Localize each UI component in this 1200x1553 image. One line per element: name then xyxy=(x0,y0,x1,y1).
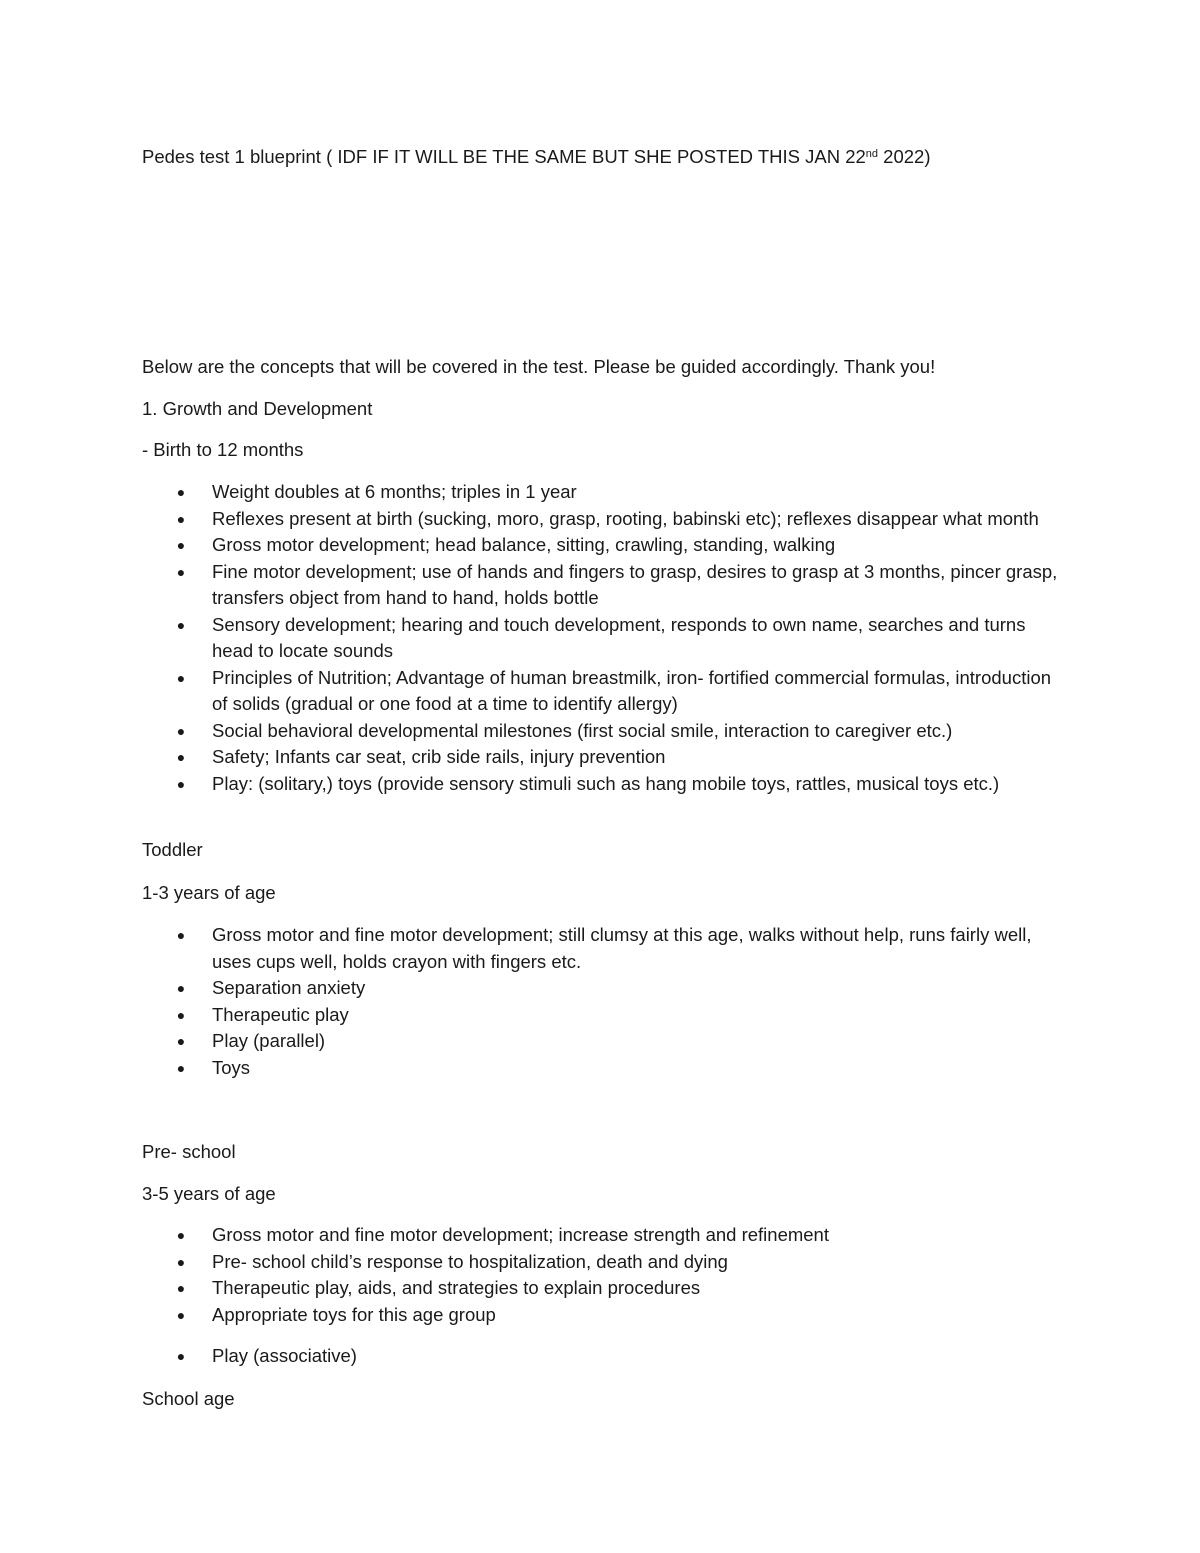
bullet-icon: ● xyxy=(176,484,186,500)
list-item xyxy=(0,1249,1200,1276)
bullet-icon: ● xyxy=(176,1306,186,1323)
list-item-text: Weight doubles at 6 months; triples in 1 year xyxy=(212,481,577,502)
title-year: 2022) xyxy=(878,146,931,167)
infant-list xyxy=(0,479,1200,797)
list-item-text: Toys xyxy=(212,1056,251,1078)
list-item xyxy=(0,975,1200,1002)
toddler-heading: Toddler xyxy=(142,839,203,860)
list-item xyxy=(0,1002,1200,1029)
bullet-icon: ● xyxy=(176,775,186,792)
document-title xyxy=(142,144,931,170)
bullet-icon: ● xyxy=(176,537,186,553)
list-item xyxy=(0,1302,1200,1329)
bullet-icon: ● xyxy=(176,1280,186,1296)
list-item-text: Play (parallel) xyxy=(212,1030,326,1051)
list-item xyxy=(0,665,1200,718)
list-item-text: Reflexes present at birth (sucking, moro, grasp, rooting, babinski etc); reflexes disappear what month xyxy=(212,507,1039,529)
list-item-text: Therapeutic play xyxy=(212,1003,349,1025)
bullet-icon: ● xyxy=(176,510,186,527)
title-superscript: nd xyxy=(865,148,879,160)
intro-paragraph: Below are the concepts that will be covered in the test. Please be guided accordingly. Thank you! xyxy=(142,356,936,377)
bullet-icon: ● xyxy=(176,616,186,633)
bullet-icon: ● xyxy=(176,1253,186,1270)
title-text: Pedes test 1 blueprint ( IDF IF IT WILL BE THE SAME BUT SHE POSTED THIS JAN 22 xyxy=(142,146,866,167)
list-item-text: Safety; Infants car seat, crib side rails, injury prevention xyxy=(212,746,666,767)
bullet-icon: ● xyxy=(176,722,186,739)
toddler-list xyxy=(0,922,1200,1081)
list-item-text: Play (associative) xyxy=(212,1345,357,1366)
list-item xyxy=(0,506,1200,533)
bullet-icon: ● xyxy=(176,1033,186,1049)
section-heading-growth: 1. Growth and Development xyxy=(142,398,373,419)
bullet-icon: ● xyxy=(176,927,186,943)
list-item-text: Fine motor development; use of hands and fingers to grasp, desires to grasp at 3 months, pincer grasp, transfers object from hand to hand, holds bottle xyxy=(212,560,1058,608)
list-item xyxy=(0,1343,1200,1370)
bullet-icon: ● xyxy=(176,1348,186,1364)
list-item xyxy=(0,744,1200,771)
list-item-text: Pre- school child’s response to hospitalization, death and dying xyxy=(212,1250,728,1272)
bullet-icon: ● xyxy=(176,1227,186,1243)
preschool-age-range: 3-5 years of age xyxy=(142,1183,276,1204)
schoolage-heading: School age xyxy=(142,1388,235,1409)
list-item-text: Gross motor and fine motor development; still clumsy at this age, walks without help, runs fairly well, uses cups well, holds crayon with fingers etc. xyxy=(212,924,1032,972)
bullet-icon: ● xyxy=(176,563,186,580)
toddler-age-range: 1-3 years of age xyxy=(142,882,276,903)
bullet-icon: ● xyxy=(176,749,186,765)
list-item xyxy=(0,1028,1200,1055)
preschool-heading: Pre- school xyxy=(142,1141,236,1162)
bullet-icon: ● xyxy=(176,669,186,686)
list-item xyxy=(0,479,1200,506)
list-item xyxy=(0,771,1200,798)
list-item-text: Play: (solitary,) toys (provide sensory stimuli such as hang mobile toys, rattles, musical toys etc.) xyxy=(212,772,1000,794)
list-item-text: Social behavioral developmental milestones (first social smile, interaction to caregiver etc.) xyxy=(212,719,953,741)
list-item-text: Principles of Nutrition; Advantage of human breastmilk, iron- fortified commercial formulas, introduction of solids (gradual or one food at a time to identify allergy) xyxy=(212,666,1052,714)
list-item xyxy=(0,1275,1200,1302)
list-item-text: Separation anxiety xyxy=(212,977,366,998)
list-item-text: Gross motor and fine motor development; increase strength and refinement xyxy=(212,1224,829,1245)
list-item xyxy=(0,1055,1200,1082)
preschool-list xyxy=(0,1222,1200,1328)
list-item-text: Therapeutic play, aids, and strategies to explain procedures xyxy=(212,1277,701,1298)
list-item-text: Sensory development; hearing and touch development, responds to own name, searches and turns head to locate sounds xyxy=(212,613,1026,661)
bullet-icon: ● xyxy=(176,1006,186,1023)
list-item xyxy=(0,922,1200,975)
subheading-birth-12-months: - Birth to 12 months xyxy=(142,439,304,460)
bullet-icon: ● xyxy=(176,1059,186,1076)
list-item xyxy=(0,612,1200,665)
preschool-list-continued xyxy=(0,1343,1200,1370)
list-item xyxy=(0,559,1200,612)
list-item xyxy=(0,718,1200,745)
list-item-text: Appropriate toys for this age group xyxy=(212,1303,496,1325)
list-item-text: Gross motor development; head balance, sitting, crawling, standing, walking xyxy=(212,534,836,555)
list-item xyxy=(0,532,1200,559)
list-item xyxy=(0,1222,1200,1249)
bullet-icon: ● xyxy=(176,980,186,996)
